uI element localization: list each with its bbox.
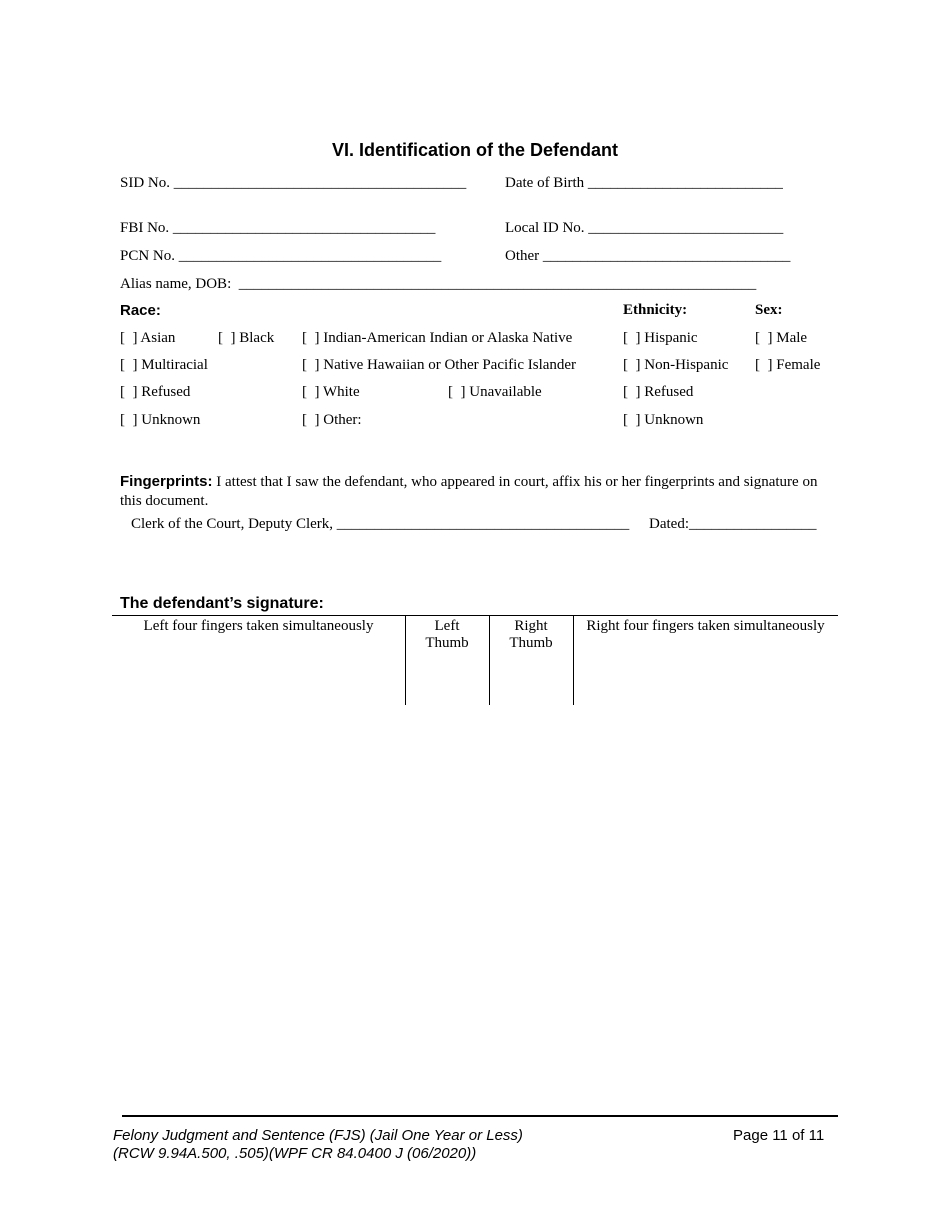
footer-form-title: Felony Judgment and Sentence (FJS) (Jail One Year or Less) (113, 1127, 523, 1144)
ethnicity-unknown-checkbox[interactable]: [ ] Unknown (623, 412, 704, 428)
right-thumb-box[interactable]: Right Thumb (509, 618, 553, 651)
ethnicity-non-hispanic-checkbox[interactable]: [ ] Non-Hispanic (623, 357, 729, 373)
race-black-checkbox[interactable]: [ ] Black (218, 330, 275, 346)
fingerprints-text: I attest that I saw the defendant, who appeared in court, affix his or her fingerprints and signature on this document. (120, 474, 818, 509)
race-hawaiian-checkbox[interactable]: [ ] Native Hawaiian or Other Pacific Islander (302, 357, 577, 373)
footer-rule (122, 1115, 838, 1117)
page-number: Page 11 of 11 (733, 1127, 825, 1144)
fingerprints-attestation (120, 472, 830, 511)
race-indian-checkbox[interactable]: [ ] Indian-American Indian or Alaska Native (302, 330, 573, 346)
sex-heading: Sex: (755, 302, 783, 318)
dob-field[interactable]: Date of Birth __________________________ (505, 175, 783, 191)
race-white-checkbox[interactable]: [ ] White (302, 384, 360, 400)
dated-field[interactable]: Dated:_________________ (649, 516, 817, 532)
defendant-signature-heading: The defendant’s signature: (120, 595, 324, 612)
alias-dob-field[interactable]: Alias name, DOB: _____________________________________________________________________ (120, 276, 757, 292)
left-thumb-box[interactable]: Left Thumb (425, 618, 469, 651)
local-id-field[interactable]: Local ID No. __________________________ (505, 220, 784, 236)
footer-form-citation: (RCW 9.94A.500, .505)(WPF CR 84.0400 J (06/2020)) (113, 1145, 477, 1162)
race-multiracial-checkbox[interactable]: [ ] Multiracial (120, 357, 208, 373)
right-four-fingers-box[interactable]: Right four fingers taken simultaneously (586, 618, 825, 634)
race-other-checkbox[interactable]: [ ] Other: (302, 412, 362, 428)
ethnicity-refused-checkbox[interactable]: [ ] Refused (623, 384, 694, 400)
race-unknown-checkbox[interactable]: [ ] Unknown (120, 412, 201, 428)
fingerprints-label: Fingerprints: (120, 473, 213, 490)
ethnicity-heading: Ethnicity: (623, 302, 688, 318)
section-title: VI. Identification of the Defendant (331, 140, 618, 160)
sid-field[interactable]: SID No. _______________________________________ (120, 175, 467, 191)
sex-female-checkbox[interactable]: [ ] Female (755, 357, 821, 373)
clerk-signature-line[interactable]: Clerk of the Court, Deputy Clerk, _______________________________________ (131, 516, 630, 532)
race-unavailable-checkbox[interactable]: [ ] Unavailable (448, 384, 542, 400)
signature-table-top-border (112, 615, 838, 616)
race-heading: Race: (120, 302, 161, 319)
race-refused-checkbox[interactable]: [ ] Refused (120, 384, 191, 400)
race-asian-checkbox[interactable]: [ ] Asian (120, 330, 176, 346)
fbi-field[interactable]: FBI No. ___________________________________ (120, 220, 436, 236)
other-field[interactable]: Other _________________________________ (505, 248, 791, 264)
left-four-fingers-box[interactable]: Left four fingers taken simultaneously (143, 618, 374, 634)
pcn-field[interactable]: PCN No. ___________________________________ (120, 248, 442, 264)
ethnicity-hispanic-checkbox[interactable]: [ ] Hispanic (623, 330, 698, 346)
sex-male-checkbox[interactable]: [ ] Male (755, 330, 808, 346)
